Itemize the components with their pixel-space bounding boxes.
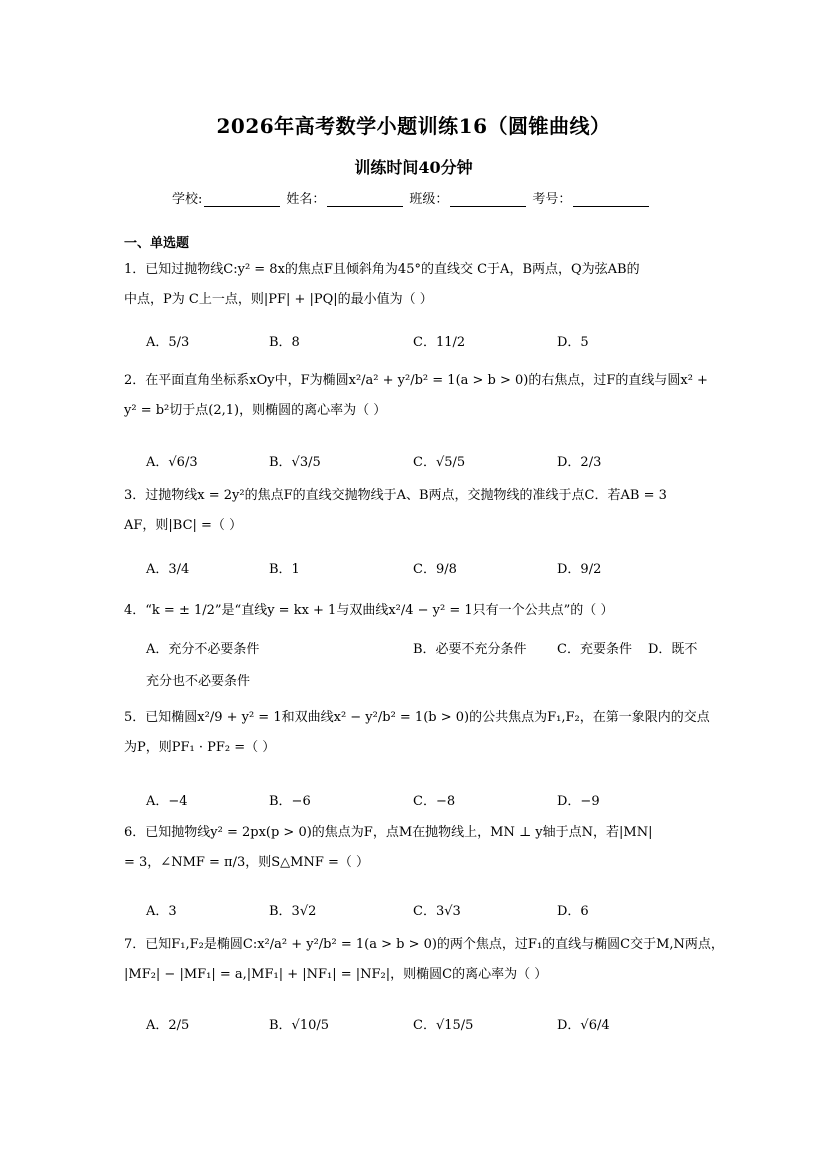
school-blank[interactable] (204, 192, 280, 207)
option-b[interactable]: B．−6 (269, 794, 311, 809)
question-line: 5．已知椭圆x²/9 + y² = 1和双曲线x² − y²/b² = 1(b > 0)的公共焦点为F₁,F₂，在第一象限内的交点 (124, 710, 710, 725)
class-blank[interactable] (450, 192, 526, 207)
option-b[interactable]: B．3√2 (269, 904, 317, 919)
option-c[interactable]: C．√15/5 (413, 1018, 474, 1033)
option-b[interactable]: B．√3/5 (269, 455, 321, 470)
section-heading: 一、单选题 (124, 236, 190, 251)
option-a[interactable]: A．充分不必要条件 (146, 642, 260, 657)
option-d[interactable]: D．√6/4 (557, 1018, 610, 1033)
question-line: 1．已知过抛物线C:y² = 8x的焦点F且倾斜角为45°的直线交 C于A，B两点，Q为弦AB的 (124, 262, 640, 277)
option-b[interactable]: B．1 (269, 562, 300, 577)
name-blank[interactable] (327, 192, 403, 207)
exam-number-field[interactable] (532, 188, 649, 207)
option-c[interactable]: C．√5/5 (413, 455, 466, 470)
option-a[interactable]: A．3/4 (146, 562, 190, 577)
question-3 (124, 481, 704, 541)
page-title: 2026年高考数学小题训练16（圆锥曲线） (216, 114, 611, 138)
name-field[interactable] (286, 188, 403, 207)
option-d[interactable]: D．6 (557, 904, 589, 919)
option-c[interactable]: C．3√3 (413, 904, 461, 919)
question-4 (124, 596, 704, 626)
name-label: 姓名： (286, 192, 326, 207)
option-b[interactable]: B．8 (269, 335, 300, 350)
option-b[interactable]: B．必要不充分条件 (413, 642, 527, 657)
option-a[interactable]: A．5/3 (146, 335, 190, 350)
question-5 (124, 703, 710, 763)
option-c[interactable]: C．11/2 (413, 335, 466, 350)
student-info (172, 188, 655, 207)
question-7 (124, 930, 724, 990)
question-line: AF，则|BC| =（ ） (124, 518, 243, 533)
option-c[interactable]: C．9/8 (413, 562, 457, 577)
question-line: 为P，则PF₁ · PF₂ =（ ） (124, 740, 276, 755)
exam-number-label: 考号： (532, 192, 572, 207)
question-line: |MF₂| − |MF₁| = a,|MF₁| + |NF₁| = |NF₂|，则椭圆C的离心率为（ ） (124, 967, 548, 982)
question-line: 7．已知F₁,F₂是椭圆C:x²/a² + y²/b² = 1(a > b > 0)的两个焦点，过F₁的直线与椭圆C交于M,N两点， (124, 937, 724, 952)
question-line: = 3，∠NMF = π/3，则S△MNF =（ ） (124, 855, 370, 870)
option-a[interactable]: A．−4 (146, 794, 188, 809)
option-a[interactable]: A．2/5 (146, 1018, 190, 1033)
school-label: 学校: (172, 192, 203, 207)
question-line: 3．过抛物线x = 2y²的焦点F的直线交抛物线于A、B两点，交抛物线的准线于点C．若AB = 3 (124, 488, 667, 503)
option-c[interactable]: C．−8 (413, 794, 456, 809)
option-d[interactable]: D．2/3 (557, 455, 602, 470)
class-field[interactable] (409, 188, 526, 207)
page-subtitle: 训练时间40分钟 (354, 158, 473, 177)
option-d[interactable]: D．既不 (648, 642, 698, 657)
class-label: 班级： (409, 192, 449, 207)
option-d-continued: 充分也不必要条件 (146, 674, 251, 689)
question-line: 4．“k = ± 1/2”是“直线y = kx + 1与双曲线x²/4 − y² = 1只有一个公共点”的（ ） (124, 603, 614, 618)
question-6 (124, 818, 704, 878)
question-1 (124, 255, 704, 315)
option-d[interactable]: D．9/2 (557, 562, 602, 577)
question-line: 6．已知抛物线y² = 2px(p > 0)的焦点为F，点M在抛物线上，MN ⊥ y轴于点N，若|MN| (124, 825, 653, 840)
option-a[interactable]: A．√6/3 (146, 455, 198, 470)
option-d[interactable]: D．−9 (557, 794, 600, 809)
school-field[interactable] (172, 188, 280, 207)
question-line: 中点，P为 C上一点，则|PF| + |PQ|的最小值为（ ） (124, 292, 433, 307)
option-b[interactable]: B．√10/5 (269, 1018, 330, 1033)
option-c[interactable]: C．充要条件 (557, 642, 632, 657)
option-a[interactable]: A．3 (146, 904, 177, 919)
question-line: y² = b²切于点(2,1)，则椭圆的离心率为（ ） (124, 403, 387, 418)
option-d[interactable]: D．5 (557, 335, 589, 350)
exam-number-blank[interactable] (573, 192, 649, 207)
question-2 (124, 366, 708, 426)
question-line: 2．在平面直角坐标系xOy中，F为椭圆x²/a² + y²/b² = 1(a > b > 0)的右焦点，过F的直线与圆x² + (124, 373, 708, 388)
